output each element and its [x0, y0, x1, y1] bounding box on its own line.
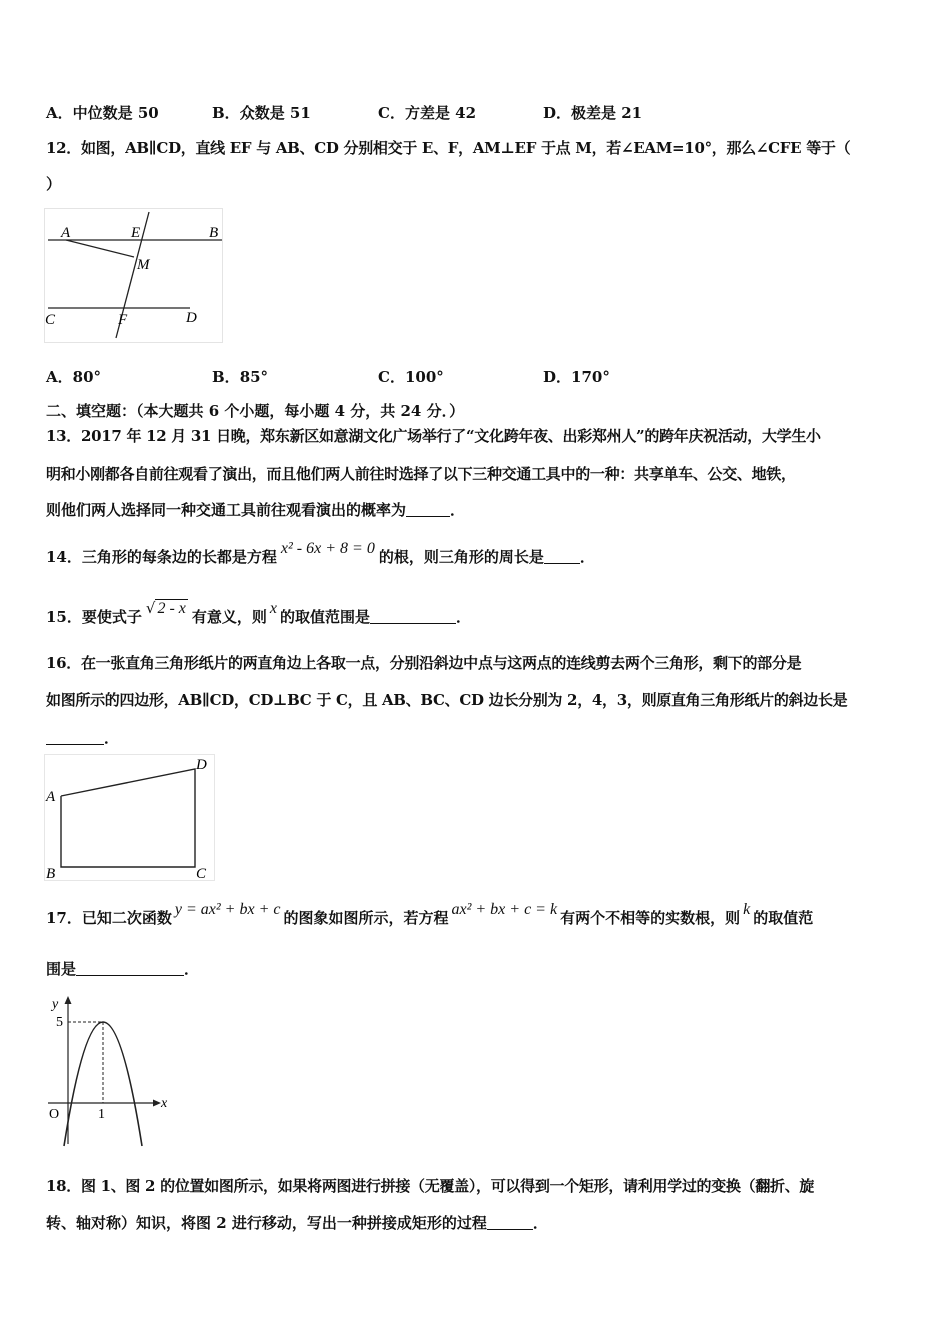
label-a: A [61, 225, 71, 241]
section-2-header: 二、填空题：（本大题共 6 个小题，每小题 4 分，共 24 分．） [46, 402, 465, 420]
q11-option-a: A．中位数是 50 [46, 104, 159, 122]
label-e: E [131, 225, 141, 241]
q12-text-line2: ） [46, 175, 62, 193]
q16-text-line3: ． [46, 727, 119, 748]
q17-graph [44, 994, 176, 1150]
q18-text-line1: 18．图 1、图 2 的位置如图所示，如果将两图进行拼接（无覆盖），可以得到一个矩形，请利用学过的变换（翻折、旋 [46, 1177, 815, 1195]
label-d: D [196, 757, 207, 773]
answer-blank [370, 609, 456, 624]
q17-equation: ax² + bx + c = k [451, 901, 558, 918]
q13-text-line2: 明和小刚都各自前往观看了演出，而且他们两人前往时选择了以下三种交通工具中的一种：共享单车、公交、地铁， [46, 465, 796, 483]
q15-text: 15．要使式子 √ 2 - x 有意义，则 x 的取值范围是 ． [46, 599, 472, 626]
q13-text-line1: 13．2017 年 12 月 31 日晚，郑东新区如意湖文化广场举行了“文化跨年夜、出彩郑州人”的跨年庆祝活动，大学生小 [46, 427, 821, 445]
q13-text-line3: 则他们两人选择同一种交通工具前往观看演出的概率为 ． [46, 501, 466, 519]
label-b: B [46, 866, 56, 882]
label-d: D [186, 310, 197, 326]
q16-text-line2: 如图所示的四边形，AB∥CD，CD⊥BC 于 C，且 AB、BC、CD 边长分别为 2，4，3，则原直角三角形纸片的斜边长是 [46, 691, 848, 709]
q12-figure [44, 208, 226, 344]
vertex-x-label: 1 [98, 1107, 105, 1122]
q11-option-d: D．极差是 21 [543, 104, 643, 122]
q17-text-line2: 围是 ． [46, 960, 200, 978]
answer-blank [76, 961, 184, 976]
q17-text-line1: 17．已知二次函数 y = ax² + bx + c 的图象如图所示，若方程 ax² + bx + c = k 有两个不相等的实数根，则 k 的取值范 [46, 901, 814, 927]
origin-label: O [49, 1107, 60, 1122]
answer-blank [406, 502, 450, 517]
label-a: A [46, 789, 56, 805]
answer-blank [544, 549, 580, 564]
answer-blank [487, 1215, 533, 1230]
q14-text: 14．三角形的每条边的长都是方程 x² - 6x + 8 = 0 的根，则三角形的周长是 ． [46, 540, 595, 566]
vertex-y-label: 5 [56, 1015, 63, 1030]
q16-figure [44, 754, 216, 882]
label-f: F [118, 312, 128, 328]
label-b: B [209, 225, 219, 241]
x-axis-label: x [161, 1096, 168, 1111]
q18-text-line2: 转、轴对称）知识，将图 2 进行移动，写出一种拼接成矩形的过程 ． [46, 1214, 548, 1232]
q16-text-line1: 16．在一张直角三角形纸片的两直角边上各取一点，分别沿斜边中点与这两点的连线剪去两个三角形，剩下的部分是 [46, 654, 802, 672]
q12-option-c: C．100° [378, 368, 444, 386]
q11-option-c: C．方差是 42 [378, 104, 477, 122]
label-c: C [196, 866, 207, 882]
q14-equation: x² - 6x + 8 = 0 [280, 540, 375, 557]
q12-text-line1: 12．如图，AB∥CD，直线 EF 与 AB、CD 分别相交于 E、F，AM⊥EF 于点 M，若∠EAM=10°，那么∠CFE 等于（ [46, 139, 851, 157]
label-m: M [137, 257, 150, 273]
q12-option-d: D．170° [543, 368, 610, 386]
q15-radical: √ 2 - x [145, 599, 186, 617]
y-axis-label: y [52, 997, 59, 1012]
q12-option-b: B．85° [212, 368, 269, 386]
q11-option-b: B．众数是 51 [212, 104, 311, 122]
q17-function: y = ax² + bx + c [174, 901, 281, 918]
q12-option-a: A．80° [46, 368, 102, 386]
label-c: C [45, 312, 56, 328]
answer-blank [46, 730, 104, 745]
